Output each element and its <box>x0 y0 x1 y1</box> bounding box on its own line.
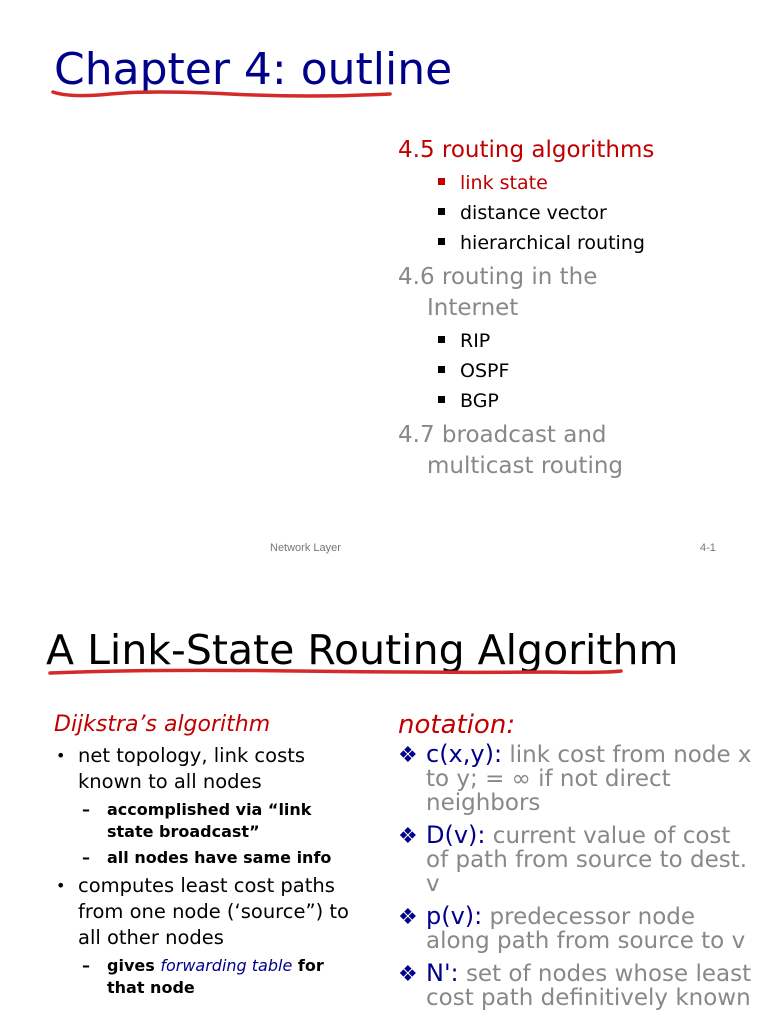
dijkstra-heading: Dijkstra’s algorithm <box>54 712 271 737</box>
sub-bullet-text: gives <box>107 956 161 975</box>
outline-item-rip <box>436 326 758 356</box>
item-label: OSPF <box>460 360 510 382</box>
notation-desc: link cost from node x to y; = ∞ if not direct neighbors <box>426 742 752 816</box>
bullet-text: computes least cost paths from one node (‘source”) to all other nodes <box>78 874 349 949</box>
bullet-square-icon <box>438 208 445 215</box>
sub-bullet-text: all nodes have same info <box>107 848 332 867</box>
diamond-bullet-icon: ❖ <box>398 824 418 849</box>
item-label: BGP <box>460 390 499 412</box>
notation-nprime <box>398 961 758 1010</box>
bullet-square-icon <box>438 238 445 245</box>
notation-term: c(x,y): <box>426 740 503 768</box>
diamond-bullet-icon: ❖ <box>398 905 418 930</box>
bullet-topology <box>54 743 354 795</box>
notation-term: N': <box>426 959 459 987</box>
outline-item-bgp <box>436 386 758 416</box>
forwarding-table-term: forwarding table <box>160 956 293 975</box>
outline-list <box>398 135 758 482</box>
item-label: RIP <box>460 330 491 352</box>
section-label: 4.7 broadcast and <box>398 422 607 448</box>
dijkstra-column <box>54 712 354 1003</box>
notation-term: D(v): <box>426 821 486 849</box>
bullet-computes <box>54 873 354 951</box>
diamond-bullet-icon: ❖ <box>398 743 418 768</box>
slide1-title: Chapter 4: outline <box>54 44 453 95</box>
sub-bullet-same-info <box>54 847 354 869</box>
footer-chapter-name: Network Layer <box>270 542 341 554</box>
sub-bullet-broadcast <box>54 799 354 843</box>
section-label-cont: Internet <box>427 295 519 321</box>
outline-section-4-5 <box>398 135 758 166</box>
sub-bullet-text: accomplished via “link state broadcast” <box>107 800 312 841</box>
footer-page-number: 4-1 <box>700 542 716 554</box>
notation-term: p(v): <box>426 902 483 930</box>
outline-section-4-6 <box>398 262 758 324</box>
section-label: 4.5 routing algorithms <box>398 137 655 163</box>
bullet-square-icon <box>438 336 445 343</box>
notation-desc: predecessor node along path from source to v <box>426 904 746 954</box>
bullet-square-icon <box>438 366 445 373</box>
notation-desc: set of nodes whose least cost path definitively known <box>426 961 752 1011</box>
sub-bullet-text: for that node <box>107 956 324 997</box>
notation-column <box>398 710 758 1018</box>
bullet-square-icon <box>438 396 445 403</box>
notation-desc: current value of cost of path from source to dest. v <box>426 823 748 897</box>
outline-section-4-7 <box>398 420 758 482</box>
bullet-square-icon <box>438 178 445 185</box>
section-label: 4.6 routing in the <box>398 264 598 290</box>
item-label: distance vector <box>460 202 607 224</box>
outline-item-link-state <box>436 168 758 198</box>
dash-symbol: – <box>82 848 90 867</box>
dash-symbol: – <box>82 956 90 975</box>
dash-symbol: – <box>82 800 90 819</box>
item-label: link state <box>460 172 548 194</box>
section-4-5-items <box>398 168 758 258</box>
notation-pv <box>398 904 758 953</box>
diamond-bullet-icon: ❖ <box>398 962 418 987</box>
notation-cxy <box>398 742 758 815</box>
outline-item-hierarchical-routing <box>436 228 758 258</box>
bullet-dot: • <box>56 746 66 765</box>
title-underline-mark <box>50 84 395 100</box>
notation-dv <box>398 823 758 896</box>
outline-item-ospf <box>436 356 758 386</box>
section-label-cont: multicast routing <box>427 453 624 479</box>
sub-bullet-forwarding-table <box>54 955 354 999</box>
title-underline-mark <box>46 663 626 681</box>
outline-item-distance-vector <box>436 198 758 228</box>
bullet-text: net topology, link costs known to all nodes <box>78 744 306 793</box>
notation-heading: notation: <box>398 710 516 740</box>
bullet-dot: • <box>56 876 66 895</box>
section-4-6-items <box>398 326 758 416</box>
item-label: hierarchical routing <box>460 232 645 254</box>
slide2-title: A Link-State Routing Algorithm <box>46 626 679 674</box>
